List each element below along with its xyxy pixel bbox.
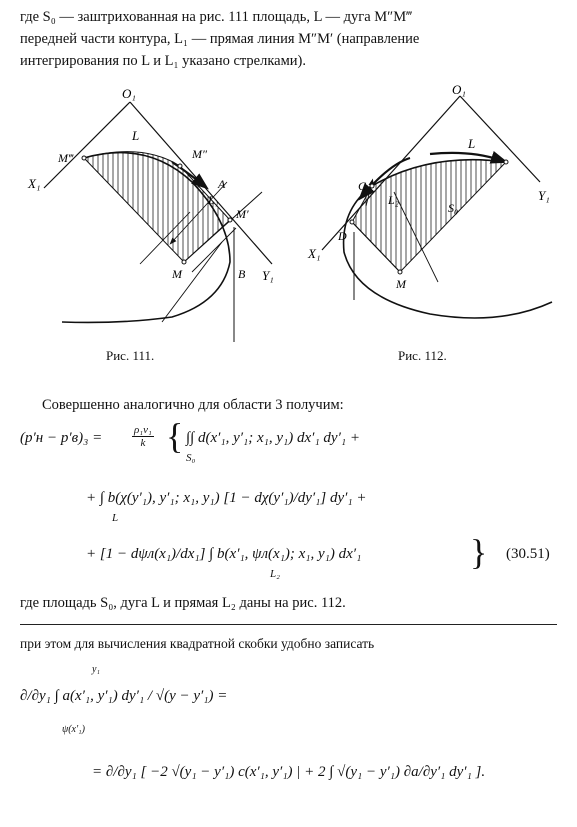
text-where: где площадь S₀, дуга L и прямая L₂ даны на рис. 112. (20, 595, 346, 611)
eq-number: (30.51) (506, 546, 550, 562)
label-o1: O₁ (452, 82, 466, 97)
label-m3: M‴ (58, 151, 74, 165)
divider (20, 624, 557, 625)
eq2-line2: = ∂/∂y₁ [ −2 √(y₁ − y′₁) c(x′₁, y′₁) | + 2 ∫ √(y₁ − y′₁) ∂a/∂y′₁ dy′₁ ]. (92, 764, 486, 780)
label-l2: L₂ (388, 193, 399, 207)
caption-112: Рис. 112. (398, 348, 447, 363)
close-brace: } (470, 532, 488, 572)
label-l: L (468, 136, 476, 151)
text-similar: Совершенно аналогично для области 3 получим: (42, 397, 344, 413)
label-s0: S₀ (448, 201, 459, 215)
label-l1: L₁ (208, 193, 219, 207)
eq2-upper-limit: y₁ (92, 664, 100, 675)
eq-lhs: (p′н − p′в)₃ = (20, 430, 103, 446)
intro-line-3: интегрирования по L и L₁ указано стрелками). (20, 53, 306, 69)
label-c: C (358, 179, 367, 193)
label-m2: M″ (192, 147, 207, 161)
label-m: M (396, 277, 406, 291)
label-m: M (172, 267, 182, 281)
figure-112 (300, 82, 560, 344)
eq-coef-den: k (140, 437, 146, 449)
open-brace: { (166, 416, 184, 456)
eq-term1: ∫∫ d(x′₁, y′₁; x₁, y₁) dx′₁ dy′₁ + (186, 430, 360, 446)
eq2-lower-limit: ψ(x′₁) (62, 724, 85, 735)
label-x1: X₁ (28, 176, 41, 191)
caption-111: Рис. 111. (106, 348, 155, 363)
label-l: L (132, 128, 140, 143)
intro-line-2: передней части контура, L₁ — прямая линия M″M′ (направление (20, 31, 420, 47)
figure-111 (22, 82, 282, 344)
eq-coef-num: ρ₁v₁ (134, 424, 152, 436)
label-y1: Y₁ (538, 188, 550, 203)
label-d: D (338, 229, 347, 243)
label-a: A (218, 177, 226, 191)
label-x1: X₁ (308, 246, 321, 261)
eq-term2: + ∫ b(χ(y′₁), y′₁; x₁, y₁) [1 − dχ(y′₁)/dy′₁] dy′₁ + (86, 490, 367, 506)
eq-sub-l: L (112, 512, 119, 524)
label-y1: Y₁ (262, 268, 274, 283)
text-note: при этом для вычисления квадратной скобки удобно записать (20, 636, 375, 651)
eq-sub-l2: L₂ (270, 568, 280, 580)
label-mprime: M′ (236, 207, 249, 221)
intro-line-1: где S₀ — заштрихованная на рис. 111 площадь, L — дуга M″M‴ (20, 9, 413, 25)
hatched-area-s0 (352, 160, 506, 272)
eq-sub-s0: S₀ (186, 452, 196, 464)
eq-coefficient (132, 424, 154, 449)
label-b: B (238, 267, 246, 281)
label-o1: O₁ (122, 86, 136, 101)
eq-term3: + [1 − dψл(x₁)/dx₁] ∫ b(x′₁, ψл(x₁); x₁, y₁) dx′₁ (86, 546, 362, 562)
eq2-line1: ∂/∂y₁ ∫ a(x′₁, y′₁) dy′₁ / √(y − y′₁) = (20, 688, 228, 704)
